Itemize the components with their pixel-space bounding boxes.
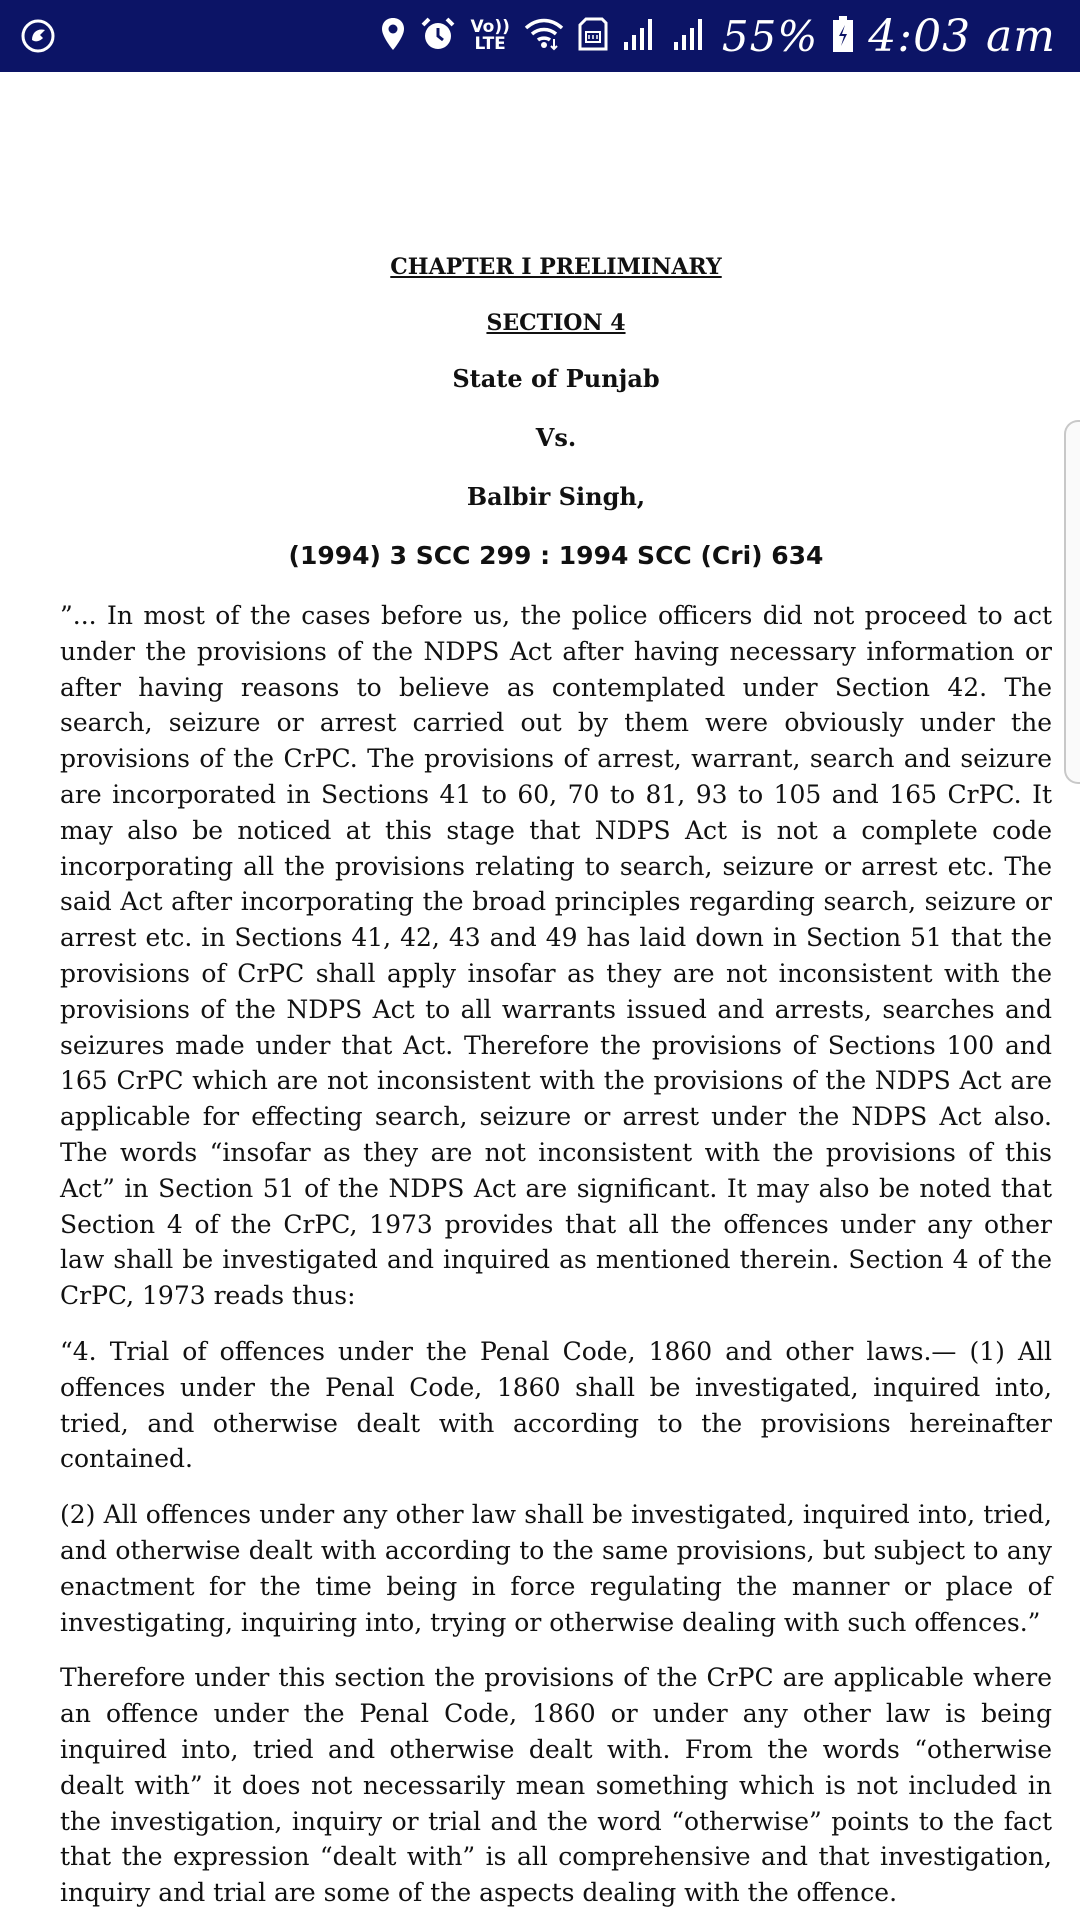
- section-heading: SECTION 4: [486, 310, 626, 336]
- alarm-icon: [420, 16, 456, 56]
- case-party-two: Balbir Singh,: [466, 482, 646, 511]
- wifi-icon: [524, 17, 564, 55]
- chapter-heading: CHAPTER I PRELIMINARY: [390, 254, 722, 280]
- paragraph: Therefore under this section the provisions of the CrPC are applicable where an offence under the Penal Code, 1860 or under any other law is being inquired into, tried and otherwise dealt with. From the words “otherwise dealt with” it does not necessarily mean something which is not included in the investigation, inquiry or trial and the word “otherwise” points to the fact that the expression “dealt with” is all comprehensive and that investigation, inquiry and trial are some of the aspects dealing with the offence.: [60, 1663, 1052, 1908]
- battery-percent: 55%: [721, 11, 819, 61]
- clock-time: 4:03 am: [868, 10, 1056, 62]
- lte-label: LTE: [474, 34, 506, 54]
- battery-icon: [832, 15, 854, 57]
- case-party-one: State of Punjab: [452, 364, 660, 393]
- paragraph: “4. Trial of offences under the Penal Code, 1860 and other laws.— (1) All offences under the Penal Code, 1860 shall be investigated, inquired into, tried, and otherwise dealt with according to the provisions hereinafter contained.: [60, 1336, 1052, 1474]
- volte-icon: [470, 19, 509, 53]
- data-saver-icon: [578, 16, 608, 56]
- signal-icon: [672, 16, 708, 56]
- case-citation: (1994) 3 SCC 299 : 1994 SCC (Cri) 634: [288, 541, 824, 570]
- paragraph: (2) All offences under any other law shall be investigated, inquired into, tried, and otherwise dealt with according to the same provisions, but subject to any enactment for the time being in force regulating the manner or place of investigating, inquiring into, trying or otherwise dealing with such offences.”: [60, 1500, 1052, 1637]
- paragraph: ”... In most of the cases before us, the police officers did not proceed to act under the provisions of the NDPS Act after having necessary information or after having reasons to believe as contemplated under Section 42. The search, seizure or arrest carried out by them were obviously under the provisions of the CrPC. The provisions of arrest, warrant, search and seizure are incorporated in Sections 41 to 60, 70 to 81, 93 to 105 and 165 CrPC. It may also be noticed at this stage that NDPS Act is not a complete code incorporating all the provisions relating to search, seizure or arrest etc. The said Act after incorporating the broad principles regarding search, seizure or arrest etc. in Sections 41, 42, 43 and 49 has laid down in Section 51 that the provisions of CrPC shall apply insofar as they are not inconsistent with the provisions of the NDPS Act to all warrants issued and arrests, searches and seizures made under that Act. Therefore the provisions of Sections 100 and 165 CrPC which are not inconsistent with the provisions of the NDPS Act are applicable for effecting search, seizure or arrest under the NDPS Act also. The words “insofar as they are not inconsistent with the provisions of this Act” in Section 51 of the NDPS Act are significant. It may also be noted that Section 4 of the CrPC, 1973 provides that all the offences under any other law shall be investigated and inquired as mentioned therein. Section 4 of the CrPC, 1973 reads thus:: [60, 601, 1052, 1311]
- app-notification-icon: [20, 18, 56, 54]
- document-page: [60, 150, 1052, 1911]
- scroll-handle[interactable]: [1064, 420, 1080, 784]
- case-versus: Vs.: [535, 423, 577, 452]
- volte-label: Vo)): [470, 17, 510, 37]
- location-icon: [380, 16, 406, 56]
- signal-icon: [622, 16, 658, 56]
- status-bar: [0, 0, 1080, 72]
